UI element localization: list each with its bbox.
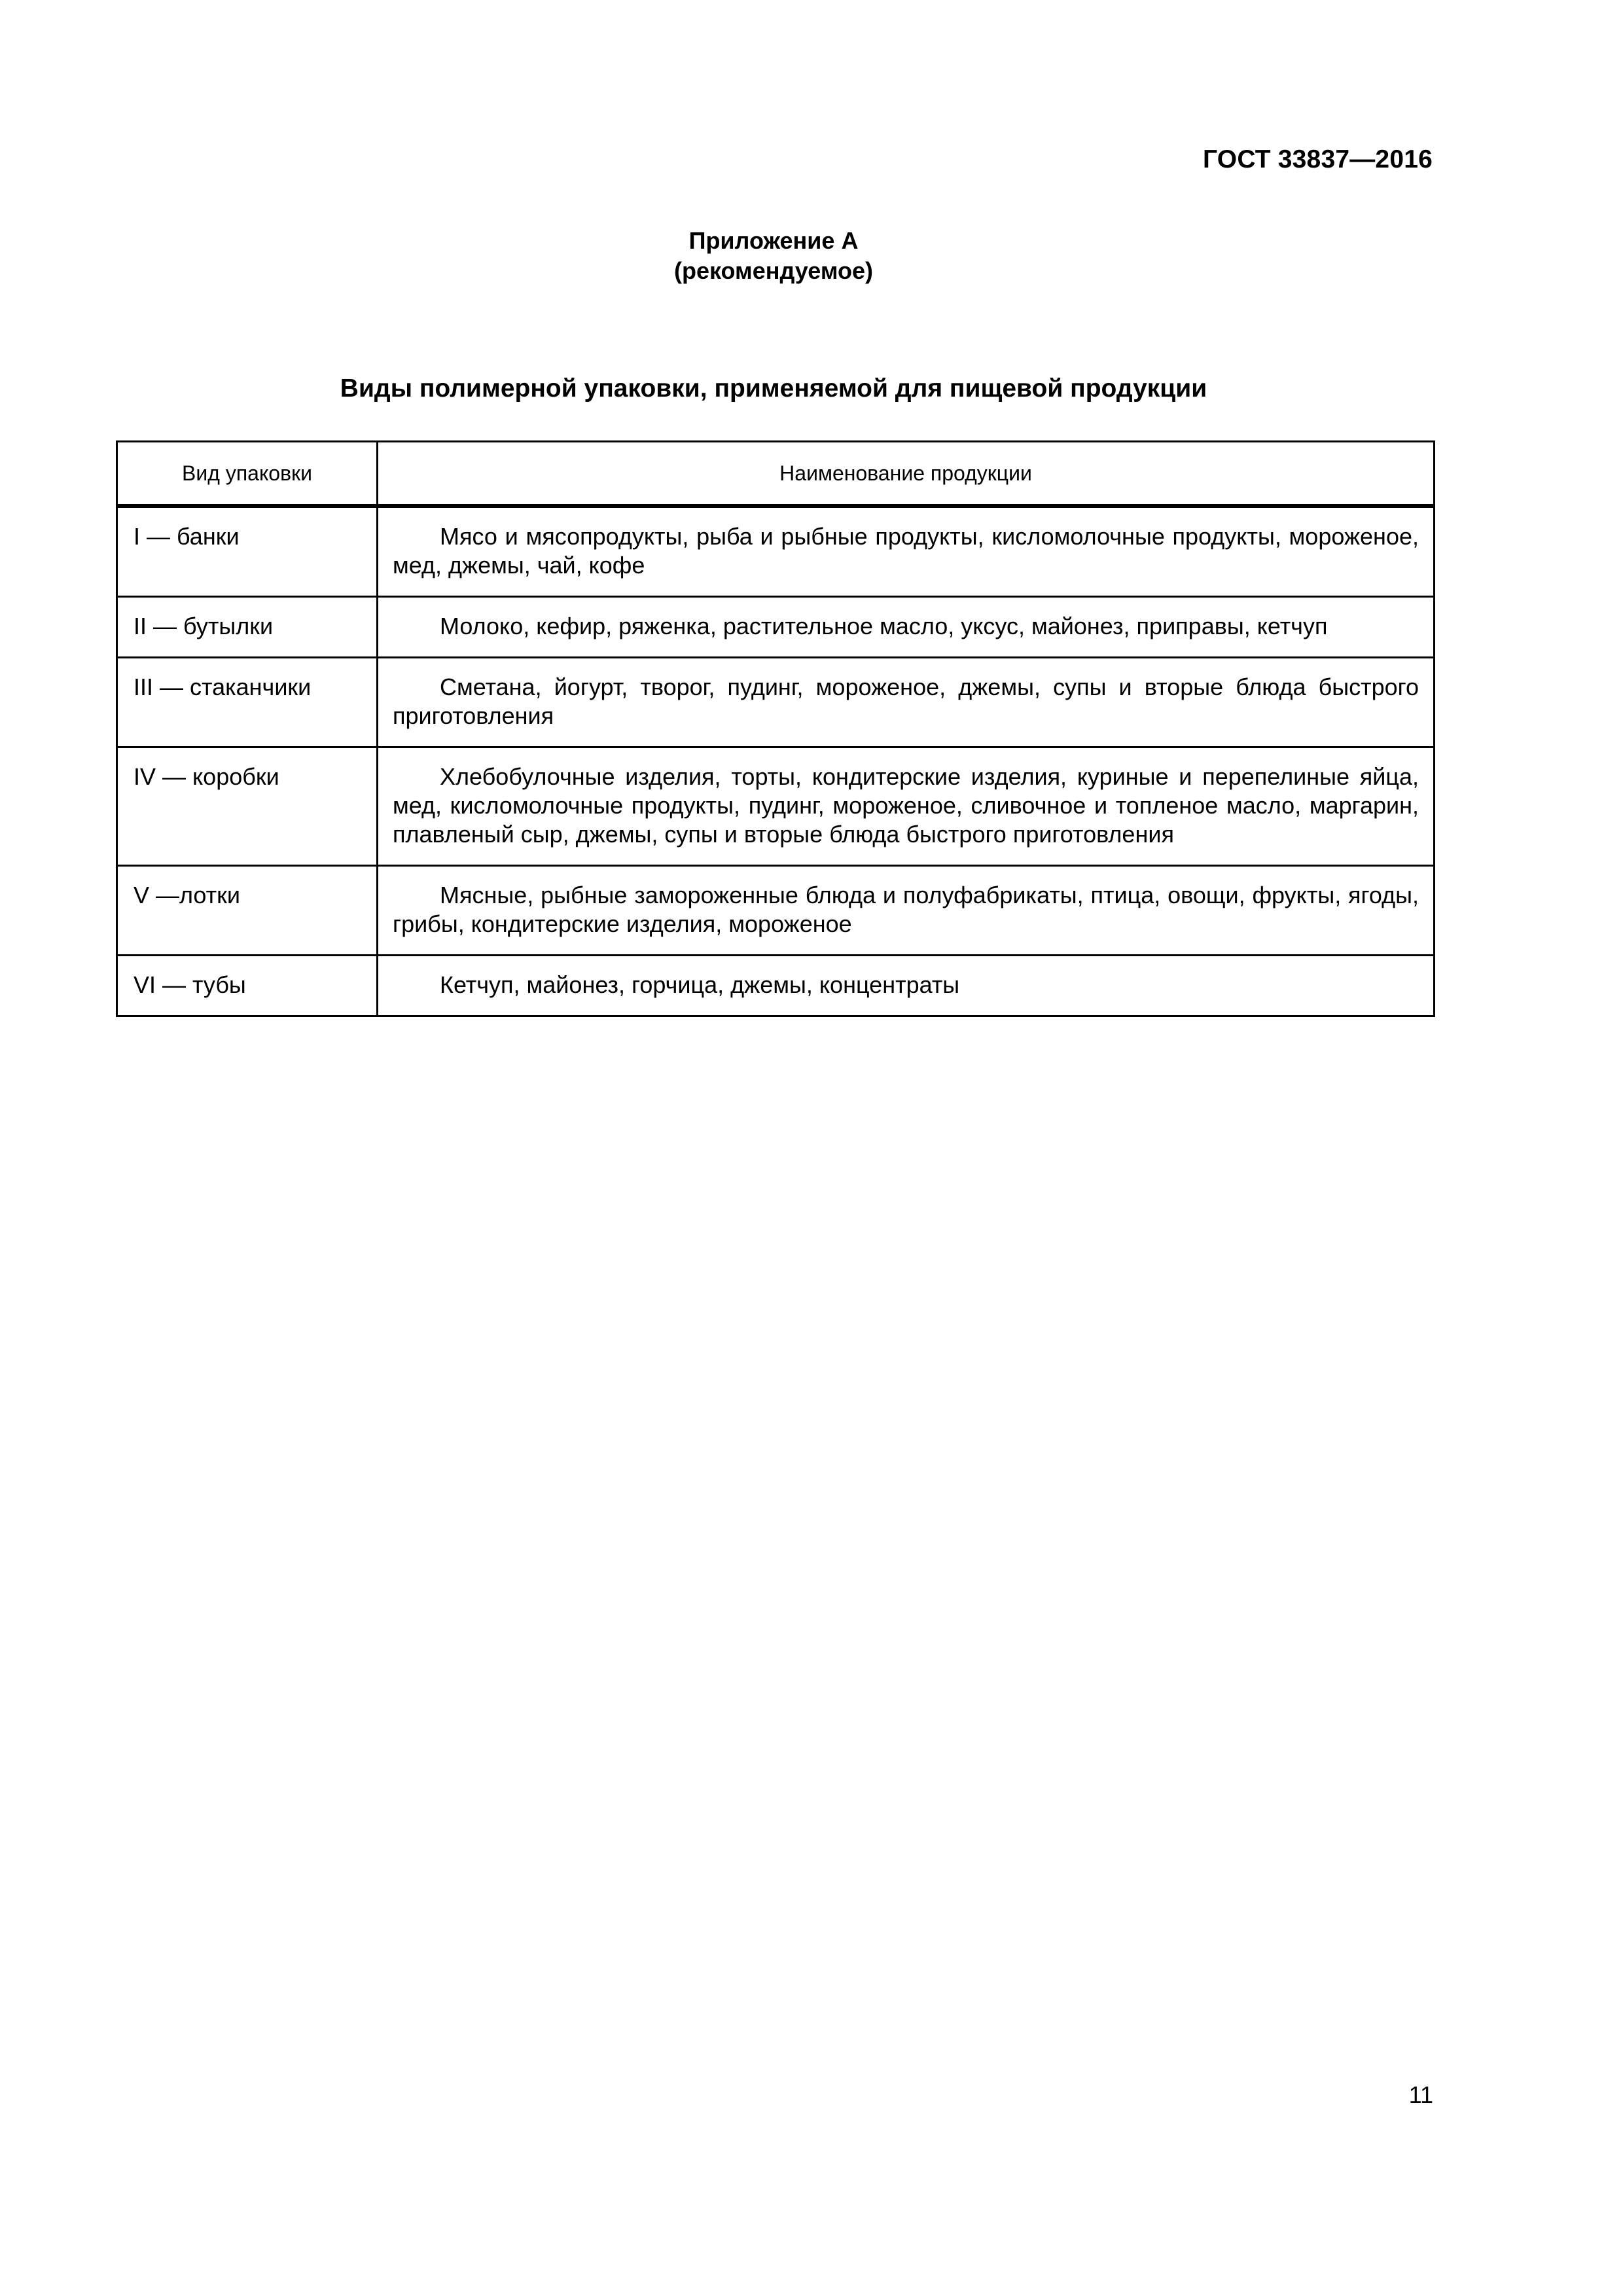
table-title: Виды полимерной упаковки, применяемой для пищевой продукции (340, 374, 1207, 403)
packaging-type-cell: IV — коробки (117, 747, 378, 866)
packaging-type-cell: II — бутылки (117, 597, 378, 658)
table-row (117, 658, 1435, 747)
packaging-table (116, 440, 1435, 1017)
products-cell: Кетчуп, майонез, горчица, джемы, концентраты (378, 956, 1435, 1016)
packaging-type-cell: V —лотки (117, 866, 378, 956)
appendix-status: (рекомендуемое) (674, 257, 873, 284)
products-cell: Молоко, кефир, ряженка, растительное масло, уксус, майонез, приправы, кетчуп (378, 597, 1435, 658)
table-row (117, 866, 1435, 956)
packaging-type-cell: VI — тубы (117, 956, 378, 1016)
products-cell: Сметана, йогурт, творог, пудинг, мороженое, джемы, супы и вторые блюда быстрого приготовления (378, 658, 1435, 747)
table-row (117, 747, 1435, 866)
table-row (117, 597, 1435, 658)
appendix-heading (0, 226, 1547, 286)
column-header-product-name: Наименование продукции (378, 442, 1435, 507)
products-cell: Мясо и мясопродукты, рыба и рыбные продукты, кисломолочные продукты, мороженое, мед, джемы, чай, кофе (378, 506, 1435, 597)
document-code: ГОСТ 33837—2016 (1203, 145, 1433, 173)
column-header-packaging-type: Вид упаковки (117, 442, 378, 507)
packaging-type-cell: III — стаканчики (117, 658, 378, 747)
table-row (117, 506, 1435, 597)
packaging-type-cell: I — банки (117, 506, 378, 597)
products-cell: Мясные, рыбные замороженные блюда и полуфабрикаты, птица, овощи, фрукты, ягоды, грибы, кондитерские изделия, мороженое (378, 866, 1435, 956)
products-cell: Хлебобулочные изделия, торты, кондитерские изделия, куриные и перепелиные яйца, мед, кисломолочные продукты, пудинг, мороженое, сливочное и топленое масло, маргарин, плавленый сыр, джемы, супы и вторые блюда быстрого приготовления (378, 747, 1435, 866)
table-header-row (117, 442, 1435, 507)
page-number: 11 (1408, 2081, 1433, 2108)
appendix-title: Приложение А (688, 227, 859, 254)
table-row (117, 956, 1435, 1016)
